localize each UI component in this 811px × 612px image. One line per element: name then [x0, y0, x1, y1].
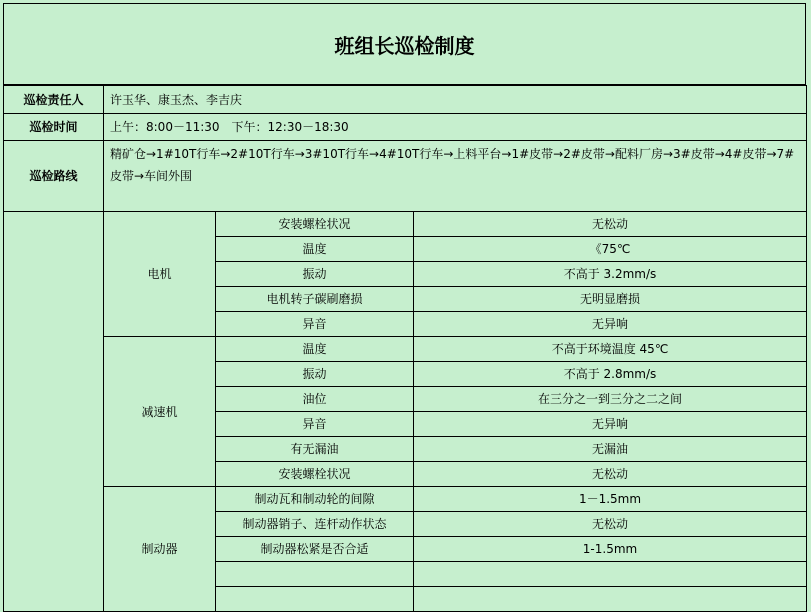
check-standard: 无松动 — [414, 212, 807, 237]
responsible-label: 巡检责任人 — [4, 86, 104, 114]
check-item: 异音 — [216, 312, 414, 337]
check-standard: 1-1.5mm — [414, 537, 807, 562]
equipment-name: 制动器 — [104, 487, 216, 612]
check-item: 电机转子碳刷磨损 — [216, 287, 414, 312]
check-item — [216, 587, 414, 612]
check-item: 振动 — [216, 362, 414, 387]
check-item: 安装螺栓状况 — [216, 212, 414, 237]
check-standard: 《75℃ — [414, 237, 807, 262]
check-item: 温度 — [216, 337, 414, 362]
check-item — [216, 562, 414, 587]
check-standard — [414, 587, 807, 612]
check-standard: 不高于环境温度 45℃ — [414, 337, 807, 362]
route-value: 精矿仓→1#10T行车→2#10T行车→3#10T行车→4#10T行车→上料平台→1#皮带→2#皮带→配料厂房→3#皮带→4#皮带→7#皮带→车间外围 — [104, 141, 807, 212]
check-item: 油位 — [216, 387, 414, 412]
check-standard: 不高于 2.8mm/s — [414, 362, 807, 387]
check-item: 安装螺栓状况 — [216, 462, 414, 487]
check-standard: 无明显磨损 — [414, 287, 807, 312]
time-value: 上午：8:00－11:30 下午：12:30－18:30 — [104, 114, 807, 141]
table-row — [4, 337, 807, 362]
inspection-table — [3, 85, 807, 612]
table-row — [4, 487, 807, 512]
check-standard: 1－1.5mm — [414, 487, 807, 512]
equipment-name: 减速机 — [104, 337, 216, 487]
check-standard: 不高于 3.2mm/s — [414, 262, 807, 287]
responsible-value: 许玉华、康玉杰、李吉庆 — [104, 86, 807, 114]
check-item: 制动瓦和制动轮的间隙 — [216, 487, 414, 512]
time-label: 巡检时间 — [4, 114, 104, 141]
check-standard: 无松动 — [414, 462, 807, 487]
check-item: 制动器销子、连杆动作状态 — [216, 512, 414, 537]
page-title: 班组长巡检制度 — [3, 3, 806, 85]
check-standard: 无松动 — [414, 512, 807, 537]
check-item: 异音 — [216, 412, 414, 437]
check-item: 制动器松紧是否合适 — [216, 537, 414, 562]
table-row — [4, 212, 807, 237]
check-item: 有无漏油 — [216, 437, 414, 462]
check-standard: 在三分之一到三分之二之间 — [414, 387, 807, 412]
equipment-category-cell — [4, 212, 104, 612]
check-standard: 无漏油 — [414, 437, 807, 462]
check-item: 温度 — [216, 237, 414, 262]
check-standard: 无异响 — [414, 412, 807, 437]
route-label: 巡检路线 — [4, 141, 104, 212]
equipment-name: 电机 — [104, 212, 216, 337]
check-item: 振动 — [216, 262, 414, 287]
check-standard — [414, 562, 807, 587]
check-standard: 无异响 — [414, 312, 807, 337]
